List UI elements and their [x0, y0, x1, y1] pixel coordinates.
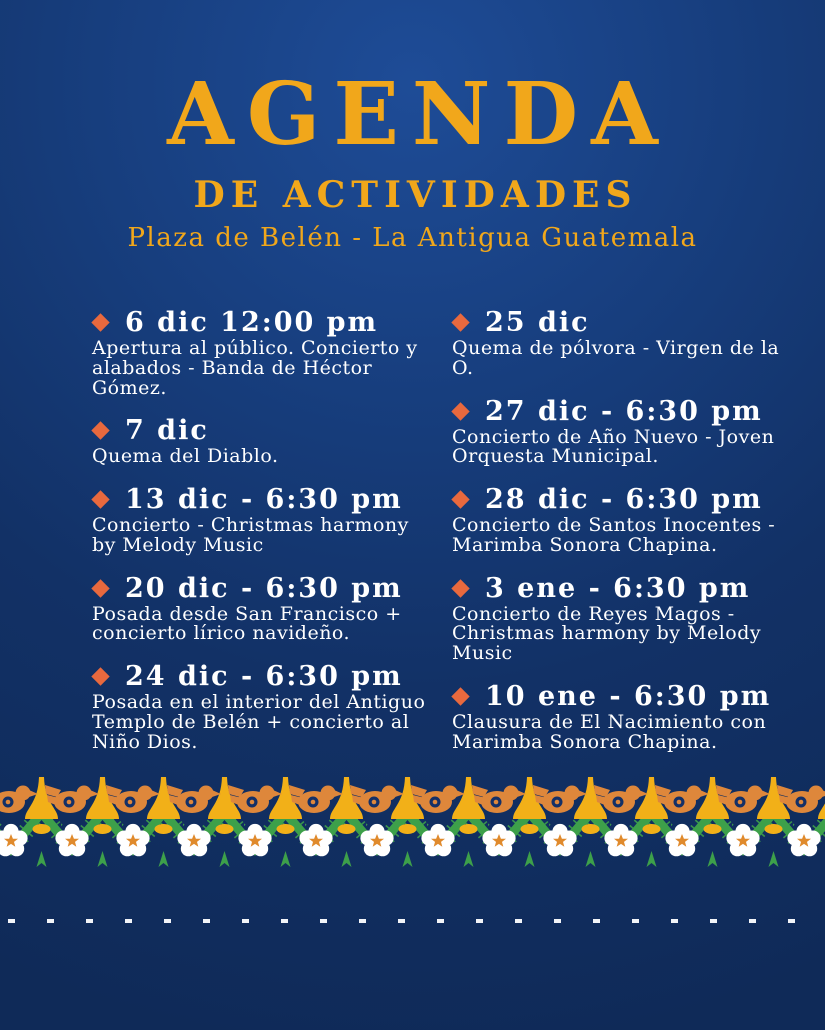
event-date: 25 dic	[485, 307, 590, 338]
event-header	[92, 572, 452, 604]
poster-title: AGENDA	[167, 64, 671, 165]
event-item	[452, 572, 797, 664]
event-header	[92, 486, 452, 513]
event-header	[452, 680, 797, 712]
diamond-bullet-icon	[91, 313, 109, 331]
event-item	[452, 395, 797, 468]
diamond-bullet-icon	[451, 490, 469, 508]
event-description: Concierto de Año Nuevo - Joven Orquesta Municipal.	[452, 425, 775, 468]
event-description: Posada desde San Francisco + concierto lírico navideño.	[92, 602, 402, 645]
event-item	[452, 680, 797, 753]
diamond-bullet-icon	[451, 402, 469, 420]
event-description: Apertura al público. Concierto y alabados - Banda de Héctor Gómez.	[92, 337, 418, 399]
event-header	[452, 309, 797, 336]
event-header	[92, 415, 452, 447]
poster-location: Plaza de Belén - La Antigua Guatemala	[127, 223, 698, 253]
event-date: 6 dic 12:00 pm	[125, 307, 379, 338]
folk-border	[0, 771, 825, 871]
event-item	[92, 309, 452, 398]
event-item	[452, 486, 797, 556]
event-description: Concierto - Christmas harmony by Melody Music	[92, 514, 409, 556]
diamond-bullet-icon	[91, 579, 109, 597]
diamond-bullet-icon	[91, 422, 109, 440]
event-date: 28 dic - 6:30 pm	[485, 484, 763, 515]
event-date: 10 ene - 6:30 pm	[485, 680, 772, 712]
event-header	[452, 395, 797, 427]
event-date: 3 ene - 6:30 pm	[485, 572, 751, 604]
stitch-line	[8, 919, 825, 923]
event-date: 7 dic	[125, 415, 209, 447]
event-description: Concierto de Santos Inocentes - Marimba Sonora Chapina.	[452, 514, 776, 556]
event-header	[452, 572, 797, 604]
event-description: Concierto de Reyes Magos - Christmas harmony by Melody Music	[452, 602, 762, 664]
poster-header	[0, 0, 825, 253]
event-description: Quema de pólvora - Virgen de la O.	[452, 337, 780, 379]
diamond-bullet-icon	[451, 579, 469, 597]
diamond-bullet-icon	[91, 490, 109, 508]
events-column-left	[92, 309, 452, 771]
event-description: Quema del Diablo.	[92, 445, 279, 468]
event-description: Posada en el interior del Antiguo Templo de Belén + concierto al Niño Dios.	[92, 691, 426, 753]
event-item	[452, 309, 797, 379]
event-date: 20 dic - 6:30 pm	[125, 572, 403, 604]
event-date: 13 dic - 6:30 pm	[125, 484, 403, 515]
events-column-right	[452, 309, 797, 771]
event-date: 27 dic - 6:30 pm	[485, 395, 763, 427]
event-date: 24 dic - 6:30 pm	[125, 661, 403, 692]
event-header	[452, 486, 797, 513]
event-header	[92, 309, 452, 336]
event-item	[92, 572, 452, 645]
poster-subtitle: DE ACTIVIDADES	[193, 174, 638, 216]
event-item	[92, 417, 452, 467]
event-item	[92, 486, 452, 556]
diamond-bullet-icon	[451, 313, 469, 331]
events-grid	[0, 309, 825, 771]
event-description: Clausura de El Nacimiento con Marimba Sonora Chapina.	[452, 710, 767, 753]
event-header	[92, 663, 452, 690]
diamond-bullet-icon	[91, 667, 109, 685]
event-item	[92, 663, 452, 752]
diamond-bullet-icon	[451, 687, 469, 705]
